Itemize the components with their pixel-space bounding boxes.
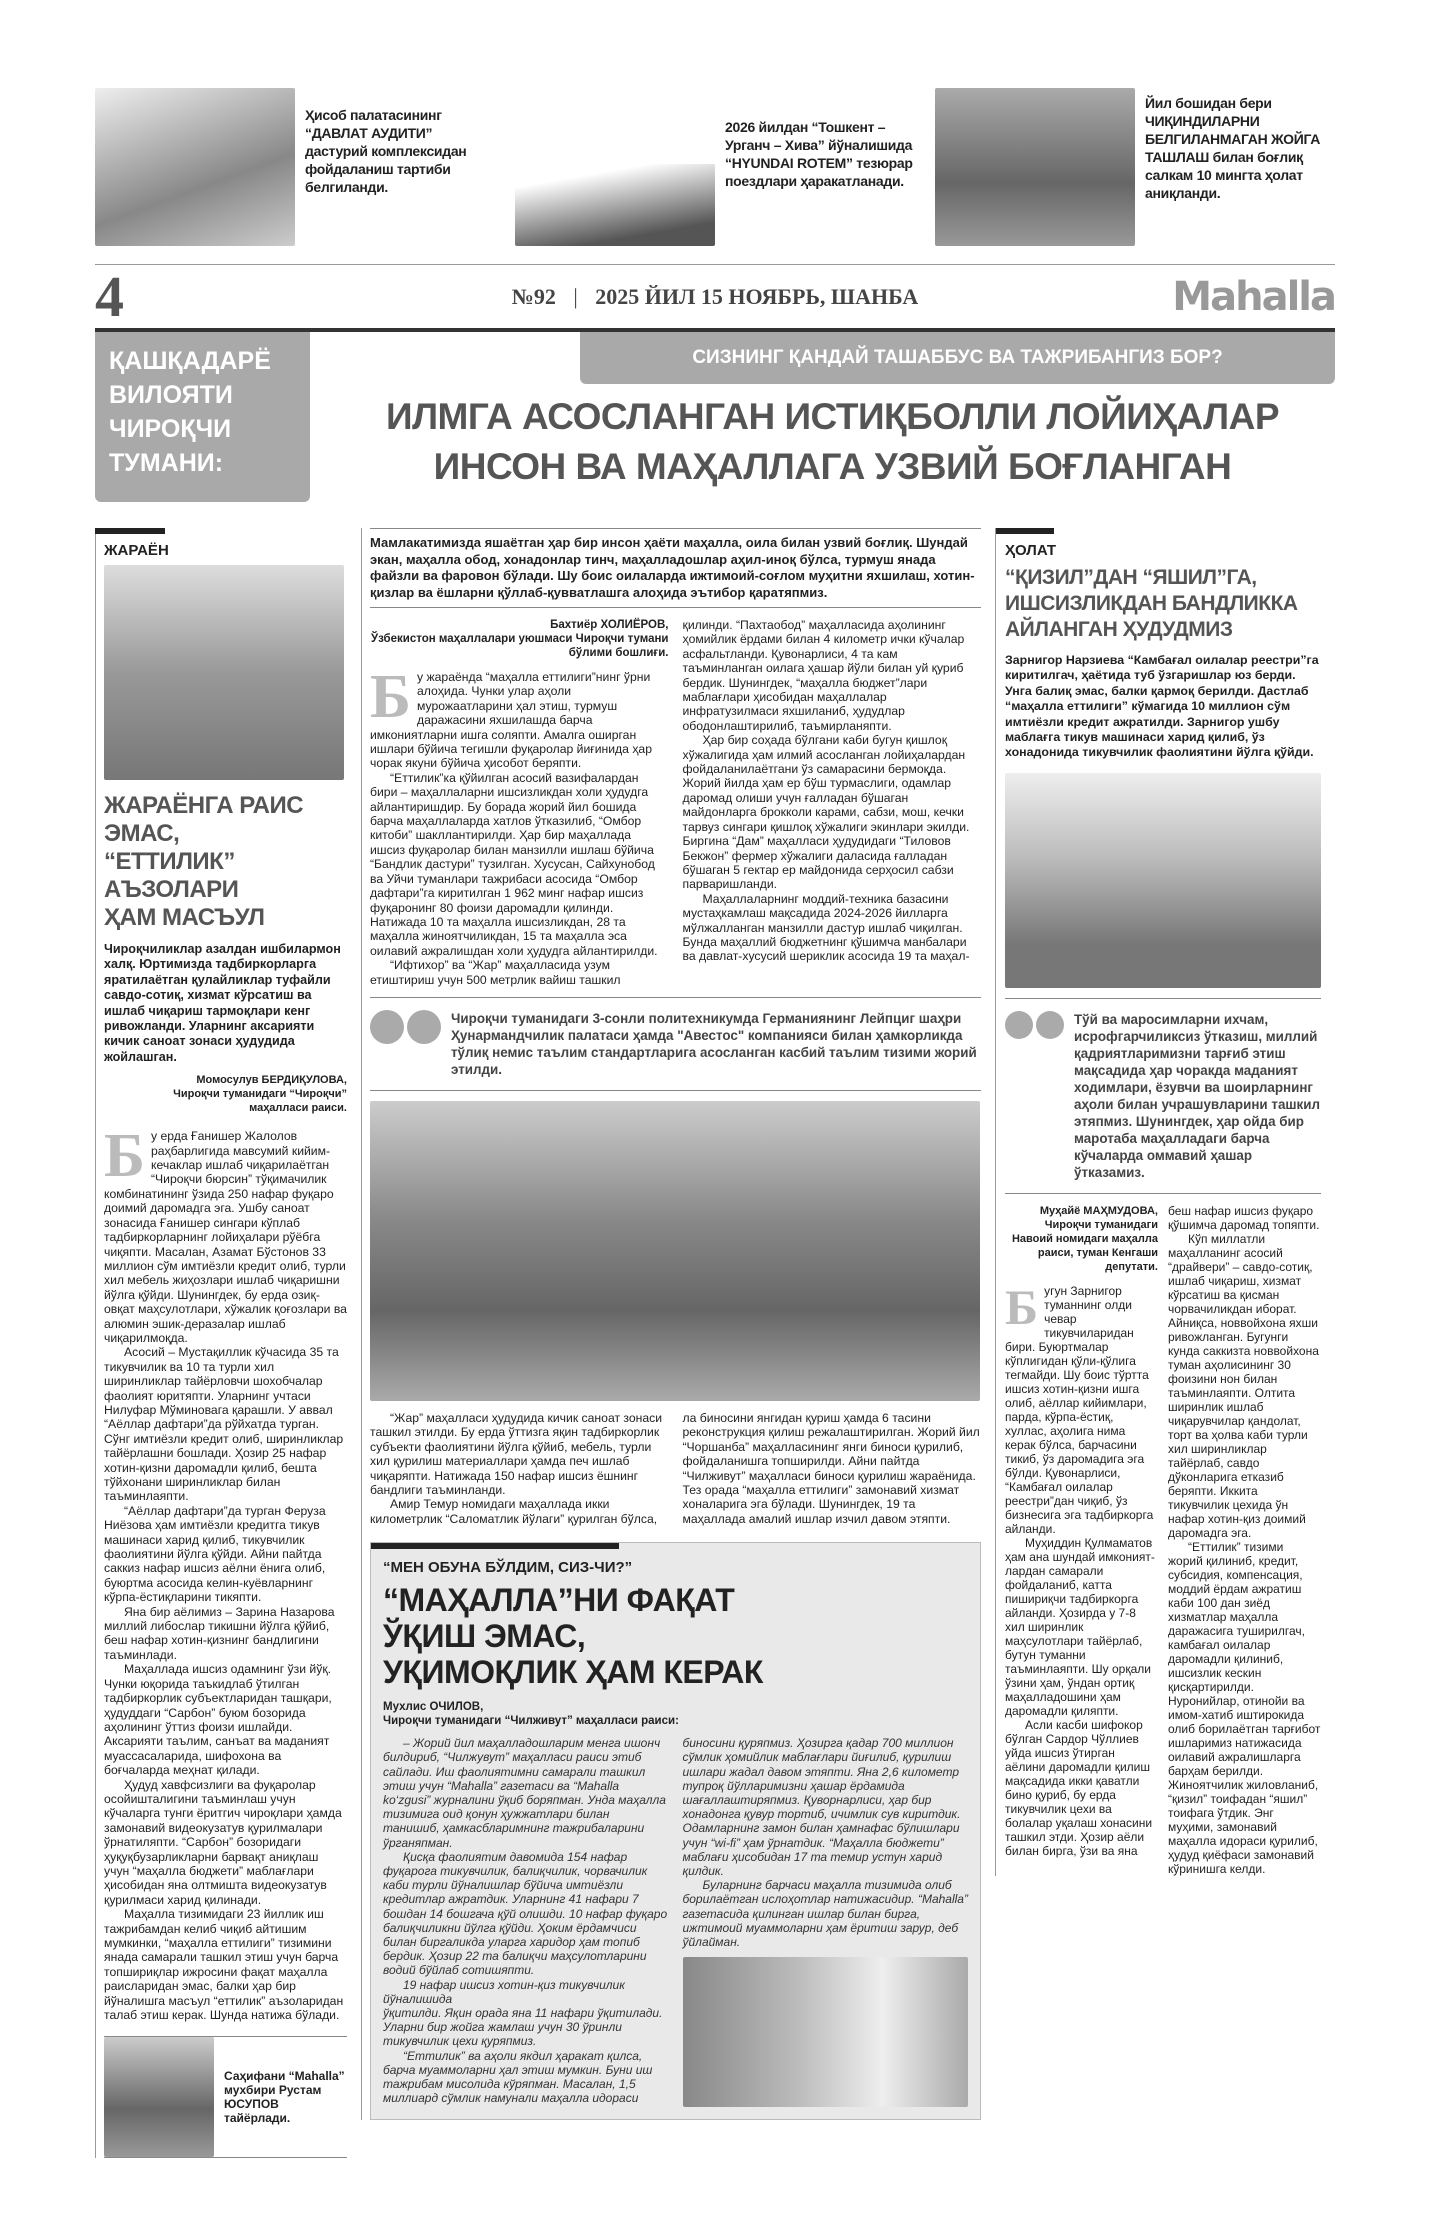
- box-headline: [383, 1582, 968, 1690]
- drop-cap: Б: [370, 663, 411, 731]
- headline-line: ИШСИЗЛИКДАН БАНДЛИККА: [1005, 592, 1298, 615]
- main-lede: Мамлакатимизда яшаётган ҳар бир инсон ҳаёти маҳалла, оила билан узвий боғлиқ. Шундай экан, маҳалла обод, хонадонлар тинч, маҳалладошлар аҳил-иноқ бўлса, турмуш янада файзли ва фаровон бўлади. Шу боис оилаларда ижтимоий-соғлом муҳитни яхшилаш, хотин-қизлар ва ёшларни қўллаб-қувватлашга алоҳида эътибор қаратяпмиз.: [370, 535, 975, 600]
- quote-mark-icon: [407, 1010, 441, 1044]
- left-column: [95, 528, 347, 2158]
- paragraph: “Еттилик” ва аҳоли якдил ҳаракат қилса, барча муаммоларни ҳал этиш мумкин. Буни иш тажрибам мисолида кўряпман. Масалан, 1,5 миллиард сўмлик намунали маҳалла идораси биносини қуряпмиз. Ҳозирга қадар 700 миллион сўмлик ҳомийлик маблағлари йиғилиб, қурилиш ишлари жадал давом этяпти. Яна 2,6 километр тупроқ йўлларимизни ҳашар ёрдамида шағаллаштиряпмиз. Қуворнарлиси, ҳар бир хонадонга қувур тортиб, ичимлик сув киритдик. Одамларнинг замон билан ҳамнафас бўлишлари учун “wi-fi” ҳам ўрнатдик. “Маҳалла бюджети” маблағи ҳисобидан 17 та темир устун харид қилдик.: [383, 1736, 961, 2106]
- paragraph: “Еттилик”ка қўйилган асосий вазифалардан бири – маҳаллаларни ишсизликдан холи ҳудудга айлантиришдир. Бу борада жорий йил бошида барча маҳаллаларда хатлов ўтказилиб, “Омбор китоби” шакллантирилди. Ҳар бир маҳаллада ишсиз фуқаролар билан манзилли ишлаш бўйича “Бандлик дастури” тузилган. Хусусан, Сайхунобод ва Уйчи туманлари тажрибаси асосида “Омбор дафтари”га киритилган 1 962 минг нафар ишсиз фуқаронинг 80 фоизи даромадли қилинди. Натижада 10 та маҳалла ишсизликдан, 28 та маҳалла жиноятчиликдан, 15 та маҳалла эса оилавий ажралишдан холи ҳудудга айлантирилди.: [370, 770, 658, 958]
- date: 2025 ЙИЛ 15 НОЯБРЬ, ШАНБА: [595, 283, 919, 309]
- paragraph: Яна бир аёлимиз – Зарина Назарова миллий либослар тикишни йўлга қўйиб, беш нафар хотин-қизнинг бандлигини таъминлади.: [104, 1604, 335, 1662]
- drop-cap: Б: [104, 1122, 145, 1191]
- right-quote: Тўй ва маросимларни ихчам, исрофгарчиликсиз ўтказиш, миллий қадриятларимизни тарғиб этиш мақсадида ҳар чоракда маданият ходимлари, ёзувчи ва шоирларнинг аҳоли билан учрашувларини ташкил этяпмиз. Шунингдек, ҳар ойда бир маротаба маҳалладаги барча кўчаларда оммавий ҳашар ўтказамиз.: [1074, 1011, 1320, 1180]
- teasers-strip: [95, 88, 1335, 258]
- left-byline: [104, 1073, 347, 1115]
- byline-name: Мухлис ОЧИЛОВ,: [383, 1701, 484, 1714]
- headline-line: ИЛМГА АСОСЛАНГАН ИСТИҚБОЛЛИ ЛОЙИҲАЛАР: [385, 396, 1280, 437]
- main-byline: [370, 618, 669, 660]
- headline-line: “ҚИЗИЛ”ДАН “ЯШИЛ”ГА,: [1005, 566, 1257, 589]
- paragraph: лардан самарали фойдаланиб, катта пишириқчи тадбиркорга айланди. Ҳозирда у 7-8 хил ширинлик маҳсулотлари тайёрлаб, бутун туманни таъминлаяпти. Шу орқали ўзини ҳам, ўндан ортиқ маҳалладошини ҳам даромадли қиляпти.: [1005, 1563, 1151, 1718]
- lede-rule-bottom: [370, 607, 981, 608]
- byline-name: Бахтиёр ХОЛИЁРОВ,: [550, 619, 669, 631]
- reporter-photo: [104, 2037, 214, 2157]
- drop-cap: Б: [1005, 1278, 1039, 1335]
- center-column: [361, 528, 981, 2120]
- right-lede: Зарнигор Нарзиева “Камбағал оилалар реестри”га киритилгач, ҳаётида туб ўзгаришлар юз берди. Унга балиқ эмас, балки қармоқ берилди. Дастлаб “маҳалла еттилиги” кўмагида 10 миллион сўм имтиёзли кредит ажратилди. Зарнигор ушбу маблағга тикув машинаси харид қилиб, ўз хонадонида тикувчилик фаолиятини йўлга қўйди.: [1005, 653, 1319, 760]
- section-tab: [996, 528, 1054, 534]
- issue-date: [512, 284, 918, 310]
- columns: [95, 528, 1335, 2158]
- byline-role: Чироқчи туманидаги “Чироқчи” маҳалласи раиси.: [173, 1088, 347, 1115]
- section-label: ЖАРАЁН: [104, 542, 169, 559]
- paragraph: Амир Темур номидаги маҳаллада икки километрлик “Саломатлик йўлаги” қурилган бўлса,: [370, 1497, 658, 1526]
- box-byline: [383, 1700, 968, 1728]
- teaser-text: Ҳисоб палатасининг “ДАВЛАТ АУДИТИ” дастурий комплексидан фойдаланиш тартиби белгиланди.: [305, 107, 467, 195]
- subscription-box: [370, 1542, 981, 2120]
- quote-mark-icon: [1036, 1011, 1064, 1039]
- teaser-photo-bins: [935, 88, 1135, 246]
- paragraph: “Ифтихор” ва “Жар” маҳалласида узум етиштириш учун 500 метрлик вайиш ташкил қилинди. “Пахтаобод” маҳалласида аҳолининг ҳомийлик ёрдами билан 4 километр ички кўчалар асфальтланди. Қувонарлиси, 4 та кам таъминланган оилага ҳашар йўли билан уй қуриб бердик. Шунингдек, “маҳалла бюджет”лари маблағлари ҳисобидан маҳаллалар инфратузилмаси яхшиланиб, ҳудудлар ободонлаштирилиб, таъмирланяпти.: [370, 618, 965, 987]
- quote-marks: [1005, 1011, 1064, 1181]
- right-column: [995, 528, 1321, 1876]
- quote-mark-icon: [370, 1010, 404, 1044]
- byline-role: Чироқчи туманидаги Навоий номидаги маҳалла раиси, туман Кенгаши депутати.: [1011, 1218, 1158, 1273]
- page-credit-block: [104, 2036, 347, 2158]
- newspaper-page: [95, 0, 1335, 2158]
- headline-line: УҚИМОҚЛИК ҲАМ КЕРАК: [383, 1654, 763, 1691]
- photo-sewing-workshop: [1005, 773, 1321, 988]
- right-headline: [1005, 565, 1321, 643]
- byline-name: Муҳайё МАҲМУДОВА,: [1039, 1204, 1158, 1217]
- headline-area: [330, 332, 1335, 502]
- paragraph: угун Зарнигор туманнинг олди чевар тикувчиларидан бири. Буюртмалар кўплигидан қўли-қўлига тегмайди. Шу боис тўртта ишсиз хотин-қизни ишга олиб, аёллар кийимлари, парда, кўрпа-ёстиқ, хуллас, аҳолига нима керак бўлса, барчасини тикиб, ўз даромадига эга бўлди. Қувонарлиси, “Камбағал оилалар реестри”дан чиқиб, ўз бизнесига эга тадбиркорга айланди.: [1005, 1283, 1154, 1536]
- mahalla-logo: Mahalla: [1172, 273, 1335, 320]
- left-headline: [104, 792, 347, 932]
- paragraph: “Аёллар дафтари”да турган Феруза Ниёзова ҳам имтиёзли кредитга тикув машинаси харид қилиб, тикувчилик фаолиятини йўлга қўйди. Айни пайтда саккиз нафар ишсиз аёлни ёнига олиб, буюртма асосида келин-куёвларнинг кўрпа-ёстиқларини тикяпти.: [104, 1503, 326, 1605]
- section-tab: [95, 528, 165, 534]
- separator: |: [573, 283, 578, 309]
- headline-line: ИНСОН ВА МАҲАЛЛАГА УЗВИЙ БОҒЛАНГАН: [433, 446, 1232, 487]
- paragraph: Буларнинг барчаси маҳалла тизимида олиб борилаётган ислоҳотлар натижасидир. “Mahalla” газетасида қилинган ишлар билан бирга, ижтимоий муаммоларни ҳам ёритиш зарур, деб ўйлайман.: [682, 1878, 968, 1950]
- rubric-text: СИЗНИНГ ҚАНДАЙ ТАШАББУС ВА ТАЖРИБАНГИЗ БОР?: [692, 347, 1223, 368]
- headline-line: ЖАРАЁНГА РАИС ЭМАС,: [104, 792, 304, 847]
- photo-office-meeting: [370, 1101, 980, 1401]
- quote-marks: [370, 1010, 441, 1078]
- paragraph: Қисқа фаолиятим давомида 154 нафар фуқарога тикувчилик, балиқчилик, чорвачилик каби турли йўналишлар бўйича имтиёзли кредитлар ажратдик. Уларнинг 41 нафари 7 бошдан 14 бошгача қўй олишди. 10 нафар фуқаро балиқчиликни йўлга қўйди. Ҳоким ёрдамчиси билан биргаликда уларга харидор ҳам топиб бердик. Ҳозир 22 та балиқчи маҳсулотларини водий бўйлаб сотишяпти.: [383, 1849, 668, 1978]
- section-label: ҲОЛАТ: [1005, 542, 1057, 559]
- teaser-audit[interactable]: [95, 88, 495, 258]
- headline-line: “МАҲАЛЛА”НИ ФАҚАТ: [383, 1582, 735, 1619]
- quote-mark-icon: [1005, 1011, 1033, 1039]
- main-body: [370, 618, 981, 987]
- box-kicker: “МЕН ОБУНА БЎЛДИМ, СИЗ-ЧИ?”: [383, 1559, 633, 1577]
- main-headline: [330, 392, 1335, 492]
- rubric-bar: [580, 332, 1335, 384]
- photo-three-people: [104, 565, 344, 780]
- paragraph: Муҳиддин Қулмаматов ҳам ана шундай имконият-: [1005, 1535, 1155, 1564]
- paragraph: Маҳалла тизимидаги 23 йиллик иш тажрибамдан келиб чиқиб айтишим мумкинки, “маҳалла еттилиги” тизимини янада самарали ташкил этиш учун барча топшириқлар ижросини фақат маҳалла раисларидан эмас, балки ҳар бир йўналишга масъул “еттилик” аъзоларидан талаб этиш керак. Шунда натижа бўлади.: [104, 1907, 344, 2023]
- headline-line: ЎҚИШ ЭМАС,: [383, 1618, 586, 1655]
- paragraph: Маҳаллада ишсиз одамнинг ўзи йўқ. Чунки юқорида таъкидлаб ўтилган тадбиркорлик субъектларидан ташқари, ҳудуддаги “Сарбон” буюм бозорида аҳолининг ўттиз фоизи ишлайди. Аксарияти таълим, санъат ва маданият муассасаларида, шифохона ва боғчаларда меҳнат қилади.: [104, 1662, 332, 1778]
- paragraph: Асосий – Мустақиллик кўчасида 35 та тикувчилик ва 10 та турли хил ширинликлар тайёрловчи шохобчалар фаолият юритяпти. Уларнинг учтаси Нилуфар Мўминовага қарашли. У аввал “Аёллар дафтари”да рўйхатда турган. Сўнг имтиёзли кредит олиб, ширинликлар тайёрлашни бошлади. Ҳозир 25 нафар хотин-қизни даромадли қилиб, бешта тўйхонани ширинликлар билан таъминлаяпти.: [104, 1345, 344, 1504]
- left-lede: Чироқчиликлар азалдан ишбилармон халқ. Юртимизда тадбиркорларга яратилаётган қулайликлар туфайли савдо-сотиқ, хизмат кўрсатиш ва ишлаб чиқариш тармоқлари кенг ривожланди. Уларнинг аксарияти кичик саноат зонаси ҳудудида жойлашган.: [104, 942, 341, 1064]
- paragraph: ла биносини янгидан қуриш ҳамда 6 тасини реконструкция қилиш режалаштирилган. Жорий йил “Чоршанба” маҳалласининг янги биноси қурилиб, фойдаланишга топширилди. Айни пайтда “Чилживут” маҳалласи биноси қурилиш жараёнида. Тез орада “маҳалла еттилиги” замонавий хизмат хоналарига эга бўлади. Шунингдек, 19 та маҳаллада амалий ишлар изчил давом этяпти.: [682, 1410, 980, 1526]
- paragraph: “Еттилик” тизими жорий қилиниб, кредит, субсидия, компенсация, моддий ёрдам ажратиш каби 100 дан зиёд хизматлар маҳалла даражасига туширилгач, камбағал оилалар даромадли қилиниб, ишсизлик кескин қисқартирилди. Нуронийлар, отинойи ва имом-хатиб иштирокида олиб борилаётган тарғибот ишларимиз натижасида оилавий ажралишларга барҳам берилди. Жиноятчилик жиловланиб, “қизил” тоифадан “яшил” тоифага ўтдик. Энг муҳими, замонавий маҳалла идораси қурилиб, ҳудуд қиёфаси замонавий кўринишга келди.: [1168, 1539, 1321, 1876]
- headline-line: АЙЛАНГАН ҲУДУДМИЗ: [1005, 618, 1233, 641]
- main-quote: Чироқчи туманидаги 3-сонли политехникумда Германиянинг Лейпциг шаҳри Ҳунармандчилик палатаси ҳамда "Авестос" компанияси билан ҳамкорликда тўлиқ немис таълим стандартларига асосланган касбий таълим тизими жорий этилди.: [451, 1010, 977, 1077]
- teaser-text: Йил бошидан бери ЧИҚИНДИЛАРНИ БЕЛГИЛАНМАГАН ЖОЙГА ТАШЛАШ билан боғлиқ салкам 10 мингта ҳолат аниқланди.: [1145, 95, 1321, 201]
- paragraph: Асли касби шифокор бўлган Сардор Чўллиев уйда ишсиз ўтирган аёлини даромадли қилиш мақсадида икки қаватли бино қуриб, бу ерда тикувчилик цехи ва болалар уқалаш хонасини ташкил этди. Ҳозир аёли билан бирга, ўзи ва яна беш нафар ишсиз фуқаро қўшимча даромад топяпти.: [1005, 1203, 1320, 1858]
- region-box: [95, 332, 310, 502]
- paragraph: у жараёнда “маҳалла еттилиги”нинг ўрни алоҳида. Чунки улар аҳоли мурожаатларини ҳал этиш, турмуш даражасини яхшилашда барча имкониятларни ишга соляпти. Амалга оширган ишлари бўйича тегишли фуқаролар йиғинида ҳар чорак якуни бўйича ҳисобот беряпти.: [370, 670, 652, 771]
- paragraph: “Жар” маҳалласи ҳудудида кичик саноат зонаси ташкил этилди. Бу ерда ўттизга яқин тадбиркорлик субъекти фаолиятини йўлга қўйиб, мебель, турли хил қурилиш материаллари ҳамда печ ишлаб чиқаряпти. Натижада 150 нафар ишсиз ёшнинг бандлиги таъминланди.: [370, 1410, 663, 1497]
- paragraph: Ҳар бир соҳада бўлгани каби бугун қишлоқ хўжалигида ҳам илмий асосланган лойиҳалардан фойдаланилаётгани ўз самарасини бермоқда. Жорий йилда ҳам ер бўш турмаслиги, одамлар даромад олиши учун ғалладан бўшаган майдонларга брокколи карами, сабзи, мош, кечки тарвуз сингари қишлоқ хўжалиги экинлари экилди. Биргина “Дам” маҳалласи ҳудудидаги “Тиловов Бекжон” фермер хўжалиги даласида ғалладан бўшаган 5 гектар ер майдонида серҳосил сабзи парваришланди.: [682, 733, 970, 892]
- paragraph: 19 нафар ишсиз хотин-қиз тикувчилик йўналишида: [383, 1977, 625, 2006]
- paragraph: Ҳудуд хавфсизлиги ва фуқаролар осойишталигини таъминлаш учун кўчаларга тунги ёритгич чироқлари ҳамда замонавий видеокузатув қурилмалари ўрнатиляпти. “Сарбон” бозоридаги ҳуқуқбузарликларни барвақт аниқлаш учун “маҳалла бюджети” маблағлари ҳисобидан яна олтмишта видеокузатув қурилмаси харид қилинади.: [104, 1777, 342, 1907]
- issue-number: №92: [511, 283, 556, 309]
- headline-line: ҲАМ МАСЪУЛ: [104, 904, 265, 931]
- right-quote-block: [1005, 998, 1321, 1194]
- headline-line: “ЕТТИЛИК” АЪЗОЛАРИ: [104, 848, 239, 903]
- main-body-lower: [370, 1411, 981, 1526]
- paragraph: Кўп миллатли маҳалланинг асосий “драйвери” – савдо-сотиқ, ишлаб чиқариш, хизмат кўрсатиш ва қисман чорвачиликдан иборат. Айниқса, новвойхона яхши ривожланган. Бугунги кунда саккизта новвойхона туман аҳолисининг 30 фоизини нон билан таъминлаяпти. Олтита ширинлик ишлаб чиқарувчилар қандолат, торт ва ҳолва каби турли хил ширинликлар тайёрлаб, савдо дўконларига етказиб беряпти. Иккита тикувчилик цехида ўн нафар хотин-қиз доимий даромадга эга.: [1168, 1231, 1319, 1540]
- byline-name: Момосулув БЕРДИҚУЛОВА,: [196, 1074, 347, 1087]
- photo-man-at-computer: [683, 1957, 969, 2107]
- byline-role: Ўзбекистон маҳаллалари уюшмаси Чироқчи тумани бўлими бошлиғи.: [370, 633, 669, 659]
- right-byline: [1005, 1204, 1158, 1274]
- paragraph: Маҳаллаларнинг моддий-техника базасини мустаҳкамлаш мақсадида 2024-2026 йилларга мўлжалланган манзилли дастур ишлаб чиқилган. Бунда маҳаллий бюджетнинг қўшимча манбалари ва давлат-хусусий шериклик асосида 19 та маҳал-: [682, 891, 970, 964]
- teaser-train[interactable]: [515, 88, 915, 258]
- page-credit: Саҳифани “Mahalla” мухбири Рустам ЮСУПОВ тайёрлади.: [224, 2069, 345, 2126]
- box-tab: [371, 1543, 619, 1549]
- top-band: [95, 332, 1335, 502]
- left-body: [104, 1122, 347, 2023]
- right-body: [1005, 1204, 1321, 1876]
- paragraph: ўқитилди. Яқин орада яна 11 нафари ўқитилади. Уларни бир жойга жамлаш учун 30 ўринли тикувчилик цехи қуряпмиз.: [383, 2006, 663, 2049]
- paragraph: – Жорий йил маҳалладошларим менга ишонч билдириб, “Чилжувут” маҳалласи раиси этиб сайлади. Иш фаолиятимни самарали ташкил этиш учун “Mahalla” газетаси ва “Mahalla ko‘zgusi” журналини ўқиб боряпман. Унда маҳалла тизимига оид қонун ҳужжатлари билан танишиб, ҳамкасбларимнинг тажрибаларини ўрганяпман.: [383, 1736, 666, 1850]
- byline-role: Чироқчи туманидаги “Чилживут” маҳалласи раиси:: [383, 1715, 679, 1728]
- main-quote-block: [370, 997, 981, 1091]
- box-body: [383, 1736, 968, 2107]
- region-text: ҚАШҚАДАРЁ ВИЛОЯТИ ЧИРОҚЧИ ТУМАНИ:: [109, 347, 271, 477]
- teaser-text: 2026 йилдан “Тошкент – Урганч – Хива” йўналишида “HYUNDAI ROTEM” тезюрар поездлари ҳаракатланади.: [725, 119, 913, 189]
- teaser-photo-train: [515, 164, 715, 246]
- teaser-photo-audit: [95, 88, 295, 246]
- page-number: 4: [95, 264, 124, 329]
- paragraph: у ерда Ғанишер Жалолов раҳбарлигида мавсумий кийим-кечаклар ишлаб чиқарилаётган “Чироқчи бюрсин” тўқимачилик комбинатининг ўзида 250 нафар фуқаро доимий даромадга эга. Ушбу саноат зонасида Ғанишер сингари кўплаб тадбиркорларнинг лойиҳалари рўёбга чиқяпти. Масалан, Азамат Бўстонов 33 миллион сўм имтиёзли кредит олиб, турли хил мебель жиҳозлари ишлаб чиқаришни йўлга қўйди. Шунингдек, бу ерда озиқ-овқат маҳсулотлари, хўжалик қоғозлари ва алюмин эшик-деразалар ишлаб чиқарилмоқда.: [104, 1129, 347, 1345]
- masthead: [95, 264, 1335, 332]
- teaser-waste[interactable]: [935, 88, 1335, 258]
